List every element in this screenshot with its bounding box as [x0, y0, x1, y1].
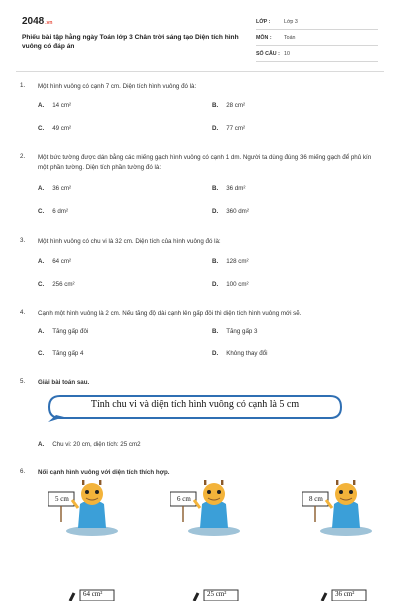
option-text: Tăng gấp 4 — [52, 350, 84, 357]
meta-key: MÔN : — [256, 35, 272, 41]
question-text: Cạnh một hình vuông là 2 cm. Nếu tăng độ dài cạnh lên gấp đôi thì diện tích hình vuông mới sẽ. — [38, 310, 302, 317]
option-1c[interactable] — [38, 125, 71, 132]
option-letter: D. — [212, 281, 219, 288]
meta-table — [256, 14, 378, 62]
option-text: 128 cm² — [226, 258, 249, 265]
option-4a[interactable] — [38, 328, 88, 335]
option-text: 36 dm² — [226, 185, 246, 192]
option-text: 360 dm² — [226, 208, 249, 215]
question-number: 2. — [20, 153, 26, 160]
option-text: Chu vi: 20 cm, diện tích: 25 cm2 — [52, 441, 141, 448]
area-tag: 64 cm² — [83, 590, 103, 598]
side-tag: 8 cm — [309, 495, 323, 503]
option-1d[interactable] — [212, 125, 245, 132]
question-text: Một hình vuông có cạnh 7 cm. Diện tích hình vuông đó là: — [38, 83, 197, 90]
option-text: 28 cm² — [226, 102, 246, 109]
option-letter: D. — [212, 208, 219, 215]
option-letter: B. — [212, 185, 219, 192]
question-text: Một hình vuông có chu vi là 32 cm. Diện tích của hình vuông đó là: — [38, 238, 221, 245]
worksheet-title: Phiếu bài tập hằng ngày Toán lớp 3 Chân trời sáng tạo Diện tích hình vuông có đáp án — [22, 34, 239, 50]
option-text: 36 cm² — [52, 185, 72, 192]
worksheet-header — [0, 0, 400, 68]
option-letter: D. — [212, 125, 219, 132]
area-sign-1[interactable] — [64, 588, 124, 600]
question-text: Một bức tường được dán bằng các miếng gạch hình vuông có cạnh 1 dm. Người ta dùng đúng 36 miếng gạch để phủ kín một phần tường. Diện tích phần tường đó là: — [38, 154, 372, 171]
area-sign-3[interactable] — [316, 588, 376, 600]
meta-value: Lớp 3 — [284, 19, 298, 25]
option-letter: B. — [212, 102, 219, 109]
option-4b[interactable] — [212, 328, 258, 335]
option-text: Tăng gấp 3 — [226, 328, 258, 335]
brand-tld: .vn — [45, 20, 53, 26]
option-letter: B. — [212, 328, 219, 335]
option-text: 14 cm² — [52, 102, 72, 109]
option-letter: C. — [38, 125, 45, 132]
question-number: 1. — [20, 82, 26, 89]
option-2a[interactable] — [38, 185, 71, 192]
giraffe-figure-1[interactable] — [48, 478, 128, 538]
option-text: 64 cm² — [52, 258, 72, 265]
question-number: 3. — [20, 237, 26, 244]
meta-value: 10 — [284, 51, 290, 57]
option-2b[interactable] — [212, 185, 245, 192]
option-letter: C. — [38, 208, 45, 215]
option-letter: C. — [38, 281, 45, 288]
option-text: 49 cm² — [52, 125, 72, 132]
option-letter: A. — [38, 185, 45, 192]
meta-value: Toán — [284, 35, 296, 41]
option-3a[interactable] — [38, 258, 71, 265]
option-1a[interactable] — [38, 102, 71, 109]
question-number: 5. — [20, 378, 26, 385]
giraffe-figure-3[interactable] — [302, 478, 382, 538]
problem-banner — [46, 393, 344, 423]
option-letter: A. — [38, 328, 45, 335]
option-2c[interactable] — [38, 208, 68, 215]
option-letter: D. — [212, 350, 219, 357]
option-text: Tăng gấp đôi — [52, 328, 89, 335]
brand-name: 2048 — [22, 16, 45, 27]
side-tag: 6 cm — [177, 495, 191, 503]
option-5a[interactable] — [38, 441, 141, 448]
option-letter: C. — [38, 350, 45, 357]
option-letter: A. — [38, 441, 45, 448]
brand-logo[interactable] — [22, 16, 52, 27]
option-4c[interactable] — [38, 350, 84, 357]
option-3c[interactable] — [38, 281, 75, 288]
option-3b[interactable] — [212, 258, 249, 265]
question-number: 6. — [20, 468, 26, 475]
question-number: 4. — [20, 309, 26, 316]
option-3d[interactable] — [212, 281, 249, 288]
question-text: Nối cạnh hình vuông với diện tích thích hợp. — [38, 469, 170, 476]
option-letter: A. — [38, 102, 45, 109]
meta-key: SỐ CÂU : — [256, 51, 280, 57]
header-divider — [16, 71, 384, 72]
area-tag: 25 cm² — [207, 590, 227, 598]
option-text: 256 cm² — [52, 281, 75, 288]
option-text: 100 cm² — [226, 281, 249, 288]
area-tag: 36 cm² — [335, 590, 355, 598]
option-1b[interactable] — [212, 102, 245, 109]
giraffe-icon — [302, 478, 382, 538]
option-2d[interactable] — [212, 208, 249, 215]
giraffe-icon — [48, 478, 128, 538]
meta-row-class — [256, 14, 378, 30]
option-text: 77 cm² — [226, 125, 246, 132]
option-letter: A. — [38, 258, 45, 265]
giraffe-figure-2[interactable] — [170, 478, 250, 538]
option-text: 6 dm² — [52, 208, 69, 215]
side-tag: 5 cm — [55, 495, 69, 503]
area-sign-2[interactable] — [188, 588, 248, 600]
option-4d[interactable] — [212, 350, 267, 357]
question-text: Giải bài toán sau. — [38, 379, 90, 386]
option-text: Không thay đổi — [226, 350, 268, 357]
meta-row-count — [256, 46, 378, 62]
giraffe-icon — [170, 478, 250, 538]
option-letter: B. — [212, 258, 219, 265]
meta-key: LỚP : — [256, 19, 271, 25]
banner-text: Tính chu vi và diện tích hình vuông có cạnh là 5 cm — [90, 399, 300, 410]
meta-row-subject — [256, 30, 378, 46]
